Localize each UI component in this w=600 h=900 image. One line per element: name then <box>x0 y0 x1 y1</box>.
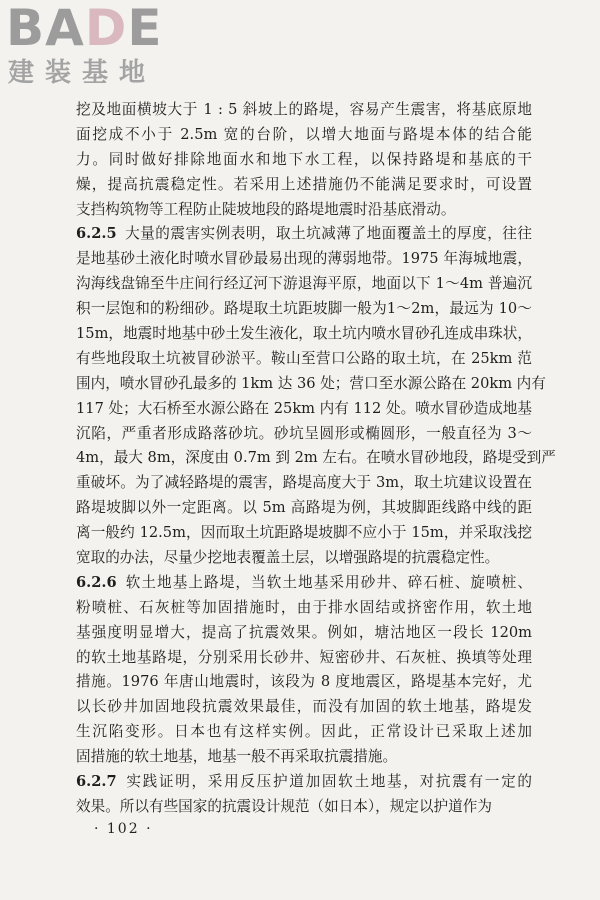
line-text: 基强度明显增大，提高了抗震效果。例如，塘沽地区一段长 120m <box>76 623 532 641</box>
line-text: 4m，最大 8m，深度由 0.7m 到 2m 左右。在喷水冒砂地段，路堤受到严 <box>76 449 556 467</box>
line-text: 以长砂井加固地段抗震效果最佳，而没有加固的软土地基，路堤发 <box>76 698 532 716</box>
text-line <box>76 173 532 198</box>
text-line <box>76 123 532 148</box>
bade-watermark-logo <box>6 2 176 94</box>
text-line <box>76 372 546 397</box>
watermark-brand <box>6 0 163 57</box>
line-text: 实践证明，采用反压护道加固软土地基，对抗震有一定的 <box>124 773 532 791</box>
line-text: 离一般约 12.5m，因而取土坑距路堤坡脚不应小于 15m，并采取浅挖 <box>76 524 532 542</box>
text-line <box>76 496 532 521</box>
line-text: 力。同时做好排除地面水和地下水工程，以保持路堤和基底的干 <box>76 150 532 168</box>
line-text: 重破坏。为了减轻路堤的震害，路堤高度大于 3m，取土坑建议设置在 <box>76 474 532 492</box>
line-text: 是地基砂土液化时喷水冒砂最易出现的薄弱地带。1975 年海城地震， <box>76 250 532 268</box>
line-text: 有些地段取土坑被冒砂淤平。鞍山至营口公路的取土坑，在 25km 范 <box>76 349 532 367</box>
section-number: 6.2.7 <box>76 773 117 791</box>
line-text: 软土地基上路堤，当软土地基采用砂井、碎石桩、旋喷桩、 <box>124 573 532 591</box>
text-line <box>76 297 532 322</box>
line-text: 燥，提高抗震稳定性。若采用上述措施仍不能满足要求时，可设置 <box>76 175 532 193</box>
page-body-text <box>76 98 556 820</box>
line-text: 围内，喷水冒砂孔最多的 1km 达 36 处；营口至水源公路在 20km 内有 <box>76 374 546 392</box>
text-line <box>76 745 532 770</box>
line-text: 15m，地震时地基中砂土发生液化，取土坑内喷水冒砂孔连成串珠状， <box>76 325 532 343</box>
text-line <box>76 571 532 596</box>
text-line <box>76 471 532 496</box>
page-number: · 102 · <box>94 821 153 837</box>
line-text: 措施。1976 年唐山地震时，该段为 8 度地震区，路堤基本完好，尤 <box>76 673 532 691</box>
watermark-subtitle: 建装基地 <box>8 58 157 88</box>
watermark-brand-part3: E <box>127 0 163 57</box>
line-text: 宽取的办法，尽量少挖地表覆盖土层，以增强路堤的抗震稳定性。 <box>76 549 500 567</box>
text-line <box>76 148 532 173</box>
text-line <box>76 422 532 447</box>
line-text: 固措施的软土地基，地基一般不再采取抗震措施。 <box>76 748 398 766</box>
line-text: 沟海线盘锦至牛庄间行经辽河下游退海平原，地面以下 1～4m 普遍沉 <box>76 275 532 293</box>
text-line <box>76 521 532 546</box>
line-text: 粉喷桩、石灰桩等加固措施时，由于排水固结或挤密作用，软土地 <box>76 598 532 616</box>
watermark-brand-accent-letter: D <box>84 0 128 57</box>
line-text: 路堤坡脚以外一定距离。以 5m 高路堤为例，其坡脚距线路中线的距 <box>76 499 532 517</box>
text-line <box>76 795 532 820</box>
line-text: 沉陷，严重者形成路落砂坑。砂坑呈圆形或椭圆形，一般直径为 3～ <box>76 424 532 442</box>
text-line <box>76 397 532 422</box>
text-line <box>76 98 532 123</box>
text-line <box>76 446 556 471</box>
text-line <box>76 347 532 372</box>
text-line <box>76 720 532 745</box>
section-number: 6.2.6 <box>76 573 117 591</box>
text-line <box>76 222 532 247</box>
text-line <box>76 198 532 223</box>
line-text: 大量的震害实例表明，取土坑减薄了地面覆盖土的厚度，往往 <box>124 225 532 243</box>
text-line <box>76 770 532 795</box>
line-text: 的软土地基路堤，分别采用长砂井、短密砂井、石灰桩、换填等处理 <box>76 648 532 666</box>
text-line <box>76 621 532 646</box>
text-line <box>76 322 532 347</box>
text-line <box>76 695 532 720</box>
line-text: 支挡构筑物等工程防止陡坡地段的路堤地震时沿基底滑动。 <box>76 200 456 218</box>
section-number: 6.2.5 <box>76 225 117 243</box>
line-text: 面挖成不小于 2.5m 宽的台阶，以增大地面与路堤本体的结合能 <box>76 125 532 143</box>
text-line <box>76 272 532 297</box>
line-text: 生沉陷变形。日本也有这样实例。因此，正常设计已采取上述加 <box>76 723 532 741</box>
line-text: 挖及地面横坡大于 1 : 5 斜坡上的路堤，容易产生震害，将基底原地 <box>76 101 532 118</box>
text-line <box>76 247 532 272</box>
text-line <box>76 596 532 621</box>
line-text: 积一层饱和的粉细砂。路堤取土坑距坡脚一般为1～2m，最远为 10～ <box>76 300 532 318</box>
line-text: 效果。所以有些国家的抗震设计规范（如日本），规定以护道作为 <box>76 797 492 815</box>
text-line <box>76 646 532 671</box>
text-line <box>76 670 532 695</box>
line-text: 117 处；大石桥至水源公路在 25km 内有 112 处。喷水冒砂造成地基 <box>76 399 532 417</box>
watermark-brand-part1: BA <box>6 0 85 57</box>
text-line <box>76 546 532 571</box>
